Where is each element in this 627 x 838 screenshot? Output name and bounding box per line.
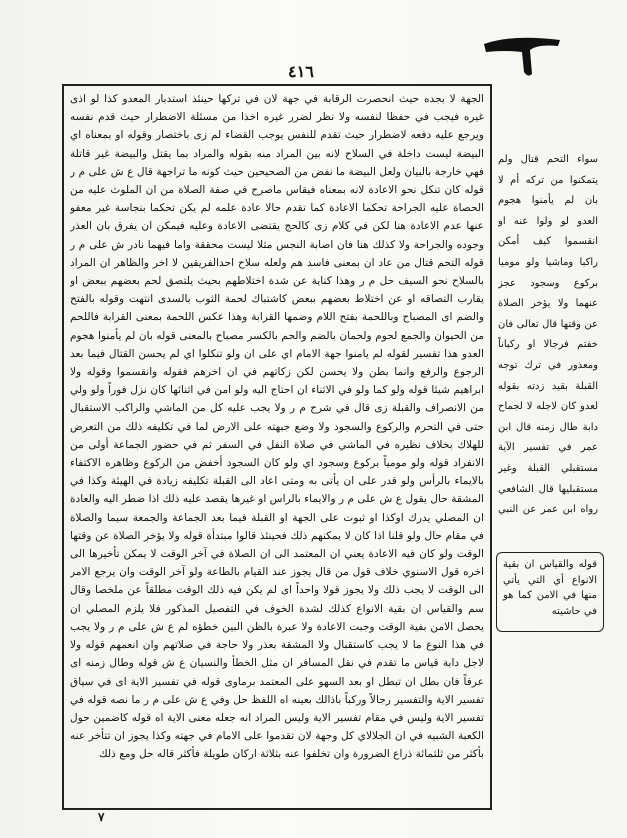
- main-paragraph: الجهة لا بجده حيث انحصرت الرقابة في جهة لان في تركها حينئذ استدبار المعدو كذا لو اذى غيره فيجب في حفظا لنفسه ولا نظر لضرر غيره اخذا من مسئلة الاضطرار حيث قدم نفسه ويرجع عليه دفعه لاضطرار حيث تقدم للنفس يوجب القضاء لم زى باختصار وقوله او بمعناه اي البيضة ليست داخلة في السلاح لانه بين المراد منه بقوله والمراد بما يقتل والبيضة غير قاتلة فهي خارجة بالبيان ولعل البيضة ما نفض من الصحيحين حيث كونه ما تراجهة قال ع ش على م ر قوله كان تنكل نحو الاعادة لانه بمعناه فيقاس ماصرح في صفة الصلاة من ان الملوث عليه من الحصاة عليه الجراحة تحكما الاعادة كما تقدم حالا عادة علمه لم يكن تحكما بنجاسة غير معفو عنها عدم الاعادة هنا لكن في كلام زى كالحج يقتضى الاعادة وعليه فيمكن ان يفرق بان العذر وجوده والجراحة ولا كذلك هنا فان اصابة النجس مثلا ليست محققة واما فيهما نادر ش على م ر قوله التحم قتال من عاد ان بمعنى فاسد هم ولعله سلاح احدالفريقين لا اخر والظاهر ان المراد بالسلاح نحو السيف حل م ر وهذا كناية عن شدة اختلاطهم بحيث يلتصق لحم بعضهم ببعض او يقارب التصاقه او عن اختلاط بعضهم ببعض كاشتباك لحمة الثوب بالسدى انتهت وقوله بالفتح والضم اى المصباح وباللحمة بفتح اللام وضمها القرابة وهذا عكس اللحمة بمعنى القرابة فاللحم من الحيوان والجمع لحوم ولحمان بالضم والحم بالكسر مصباح بالمعنى قوله بان لم يأمنوا هجوم العدو هذا تفسير لقوله لم يامنوا جهة الامام اي على ان ولو تنكلوا اي لم يحسن القتال فيما بعد الرجوع والرفع وانما بطن ولا يحسن لكن زكاتهم في ان اخرهم فقوله وانقسموا وقوله ولا ابراهيم شيئا قوله ولو كما ولو في الاثناء ان احتاج اليه ولو امن في اثنائها كان نزل فوراً ولو ولي من الانصراف والقبلة زى قال في شرح م ر ولا يجب عليه كل من الماشي والراكب الاستقبال حتى في التحرم والركوع والسجود ولا وضع جبهته على الارض لما في تكليفه ذلك من التعرض للهلاك بخلاف نظيره في الماشي في صلاة النفل في السفر ثم في حضور الجماعة أولى من الانفراد قوله ولو مومياً بركوع وسجود اي ولو كان السجود أخفض من الركوع وظاهره الاكتفاء بالايماء بالرأس ولو قدر على ان يأتى به ومتى اعاد الى القبلة تكليفه زيادة في الهيئة وكذا في المشقة حال يقول ع ش على م ر والايماء بالراس او غيرها يقصد عليه ذلك اذا ضطر اليه والعادة ان المصلي يدرك اوكذا او ثبوت على الجهة او القبلة فيما بعد الجماعة والجمعة سيما والصلاة في مقام حال ولو قلنا اذا كان لا يمكنهم ذلك فحينئذ قالوا مبتدأة قوله ولا يؤخر الصلاة عن وقتها الوقت ولو كان فيه الاعادة يعني ان المعتمد الى ان الصلاة في آخر الوقت لا يمكن تأخيرها الى اخره قول الاسنوي خلاف قول من قال يجوز عند القيام بالطاعة ولو آخر الوقت وان يرجع الامر الى الوقت لا يجب ذلك ولا يجوز قولا واحداً اى لم يكن فيه ذلك الوقت مطلقاً عن ملخصا وقال سم والقياس ان بقية الانواع كذلك لشدة الخوف في التفصيل المذكور فلا يلزم المصلي ان يحصل الامن بفية الوقت وجبت الاعادة ولا عبرة بالظن البين خطؤه لم ع ش على م ر ولا يجب في هذا النوع ما لا يجب كاستقبال ولا المشقة بعذر ولا حاجة في صلاتهم وان انعمهم قوله ولا لاجل دابة قياس ما تقدم في نقل المسافر ان مثل الخطأ والنسيان ع ش قوله وطال زمنه اى عرفاً فان بطل ان تبطل او بعد السهو على المعتمد برماوى قوله في تفسير الاية اى في سياق تفسير الاية والتفسير رجالاً وركباً باذالك بعينه اه اللفظ حل وفي ع ش على م ر ما نصه قوله في تفسير الاية وليس في مقام تفسير الاية وليس المراد انه جعله معنى الاية اه قوله كاضمين حول الكعبة الشبيه في ان الجلالاي كل وجهة لان تقدموا على الامام في جهته وكذا يجوز ان تتأخر عنه بأكثر من ثلثمائة ذراع الضرورة وان تخلفوا عنه بثلاثة اركان طويلة فأكثر قاله حل ومع ذلك: [70, 93, 484, 761]
- page-number: ٤١٦: [288, 62, 314, 81]
- corner-hook-mark: [482, 28, 562, 80]
- margin-matn-text: سواء التحم قتال ولم يتمكنوا من تركه أم لا بان لم يأمنوا هجوم العدو لو ولوا عنه او انقسموا كيف أمكن راكبا وماشيا ولو موميا بركوع وسجود عجز عنهما ولا يؤخر الصلاة عن وقتها قال تعالى فان خفتم فرجالا او ركباناً ومعذور في ترك توجه القبلة بقيد زدته بقوله لعدو كان لاجله لا لجماح دابة طال زمنه قال ابن عمر في تفسير الآية مستقبلي القبلة وغير مستقبليها قال الشافعي رواه ابن عمر عن النبي: [498, 154, 598, 516]
- footer-signature-mark: ٧: [98, 810, 105, 824]
- margin-note-box: [496, 552, 604, 632]
- main-commentary-text: [70, 90, 484, 804]
- margin-note-text: قوله والقياس ان بقية الانواع أي التي يأتي منها في الامن كما هو في حاشيته: [503, 559, 597, 617]
